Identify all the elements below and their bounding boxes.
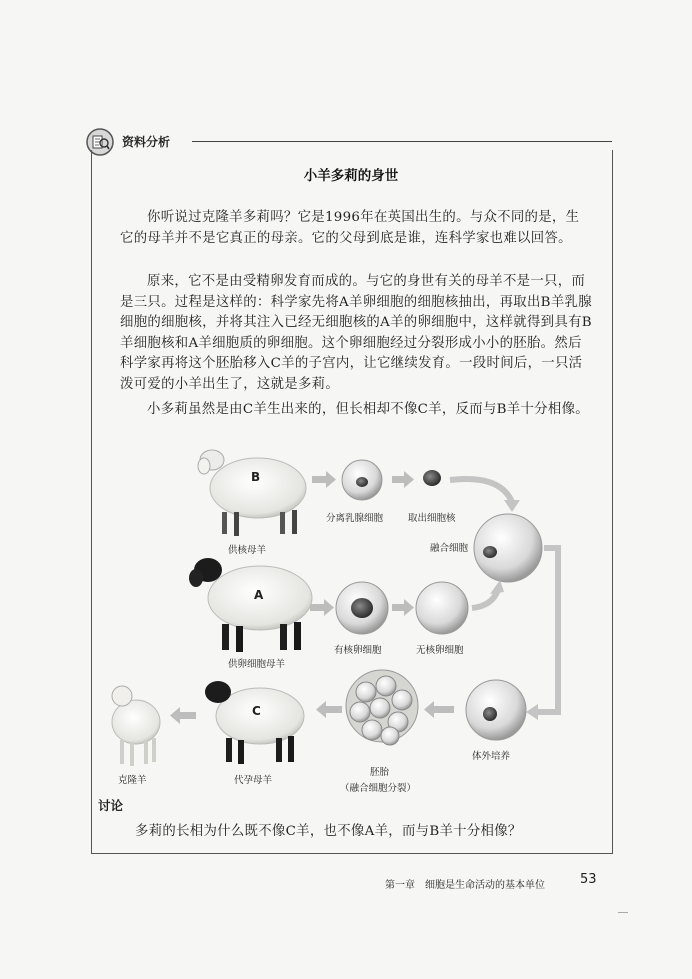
discussion-title: 讨论	[98, 798, 124, 813]
enucleated-egg	[416, 582, 468, 634]
sheep-b-letter: B	[251, 470, 261, 484]
arrow-a-to-egg	[310, 599, 334, 616]
embryo-cluster	[346, 670, 418, 745]
label-embryo-note: （融合细胞分裂）	[340, 783, 417, 794]
arrow-nucleus-to-fused	[450, 479, 512, 502]
label-sheep-a: 供卵细胞母羊	[228, 659, 286, 670]
page-number: 53	[580, 872, 597, 887]
arrow-egg-to-enucleated	[392, 599, 414, 616]
nucleated-egg	[336, 582, 388, 634]
paragraph-1: 你听说过克隆羊多莉吗？它是1996年在英国出生的。与众不同的是，生它的母羊并不是它真正的母亲。它的父母到底是谁，连科学家也难以回答。	[120, 210, 580, 246]
clone-lamb	[112, 686, 160, 766]
footer-chapter: 第一章 细胞是生命活动的基本单位	[385, 880, 545, 891]
arrow-invitro-to-embryo	[424, 701, 454, 718]
sheep-b	[198, 450, 306, 536]
arrow-embryo-to-c	[316, 701, 342, 718]
label-mammary-cell: 分离乳腺细胞	[326, 513, 384, 524]
label-extract-nucleus: 取出细胞核	[408, 513, 456, 524]
cloning-diagram-art	[100, 440, 600, 800]
cloning-diagram	[100, 440, 600, 800]
label-enucleated-egg: 无核卵细胞	[416, 645, 464, 656]
arrow-fused-to-invitro	[536, 548, 558, 712]
corner-mark	[618, 912, 628, 913]
label-in-vitro: 体外培养	[472, 751, 511, 762]
extracted-nucleus	[423, 470, 441, 486]
paragraph-3: 小多莉虽然是由C羊生出来的，但长相却不像C羊，反而与B羊十分相像。	[147, 402, 589, 417]
arrow-b-to-cell	[312, 471, 336, 488]
header-rule	[192, 141, 612, 142]
label-surrogate-sheep: 代孕母羊	[234, 775, 273, 786]
sheep-a	[189, 558, 312, 652]
arrow-c-to-clone	[170, 707, 196, 724]
mammary-cell	[342, 460, 382, 500]
label-sheep-b: 供核母羊	[228, 545, 267, 556]
sheep-c	[205, 681, 304, 764]
article-title: 小羊多莉的身世	[303, 168, 399, 184]
in-vitro-cell	[466, 680, 526, 740]
sheep-a-letter: A	[254, 588, 264, 602]
label-embryo: 胚胎	[370, 767, 390, 778]
sheep-c-letter: C	[252, 704, 261, 718]
discussion-question: 多莉的长相为什么既不像C羊，也不像A羊，而与B羊十分相像？	[135, 824, 522, 839]
label-fused-cell: 融合细胞	[430, 543, 469, 554]
paragraph-2: 原来，它不是由受精卵发育而成的。与它的身世有关的母羊不是一只，而是三只。过程是这样的：科学家先将A羊卵细胞的细胞核抽出，再取出B羊乳腺细胞的细胞核，并将其注入已经无细胞核的A羊的卵细胞中，这样就得到具有B羊细胞核和A羊细胞质的卵细胞。这个卵细胞经过分裂形成小小的胚胎。然后科学家再将这个胚胎移入C羊的子宫内，让它继续发育。一段时间后，一只活泼可爱的小羊出生了，这就是多莉。	[120, 274, 592, 392]
section-label: 资料分析	[122, 135, 171, 149]
label-clone-sheep: 克隆羊	[118, 775, 147, 786]
fused-cell	[474, 514, 542, 582]
label-nucleated-egg: 有核卵细胞	[334, 645, 382, 656]
arrow-cell-to-nucleus	[392, 471, 414, 488]
